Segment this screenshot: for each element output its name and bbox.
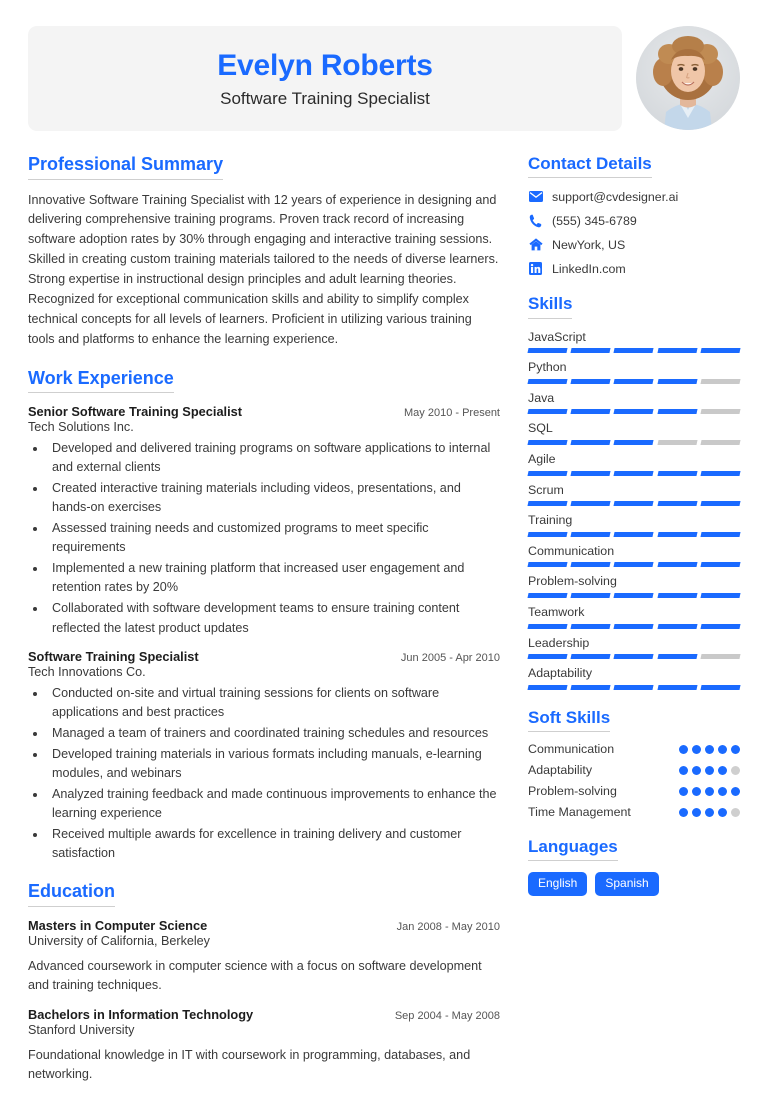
education-entry xyxy=(28,918,500,996)
phone-icon xyxy=(528,213,543,228)
skill-segment xyxy=(657,685,697,690)
skill-segment xyxy=(614,685,654,690)
education-heading: Education xyxy=(28,880,115,907)
skill-segment xyxy=(700,501,740,506)
education-degree: Bachelors in Information Technology xyxy=(28,1006,254,1022)
skill-segment xyxy=(614,409,654,414)
skill-segment xyxy=(571,501,611,506)
envelope-icon xyxy=(528,189,543,204)
skill-segment xyxy=(571,562,611,567)
education-school: University of California, Berkeley xyxy=(28,933,210,948)
experience-entry-list xyxy=(28,404,500,863)
linkedin-icon xyxy=(528,261,543,276)
skill-item xyxy=(528,603,740,629)
education-degree: Masters in Computer Science xyxy=(28,917,208,933)
soft-skill-dot xyxy=(679,766,688,775)
skill-level-bar xyxy=(528,685,740,690)
soft-skill-dot xyxy=(679,808,688,817)
education-date: Sep 2004 - May 2008 xyxy=(394,1009,500,1022)
skill-item xyxy=(528,511,740,537)
skill-name: SQL xyxy=(528,421,553,436)
soft-skill-dot xyxy=(705,745,714,754)
skill-segment xyxy=(657,532,697,537)
skill-segment xyxy=(614,593,654,598)
education-entry-list xyxy=(28,918,500,1085)
skill-level-bar xyxy=(528,409,740,414)
summary-heading: Professional Summary xyxy=(28,153,223,180)
skill-level-bar xyxy=(528,654,740,659)
contact-row[interactable] xyxy=(528,237,740,252)
contact-value: support@cvdesigner.ai xyxy=(552,189,679,204)
skill-segment xyxy=(614,654,654,659)
experience-entry xyxy=(28,649,500,863)
skill-level-bar xyxy=(528,532,740,537)
experience-bullet: • Assessed training needs and customized programs to meet specific requirements xyxy=(47,519,500,558)
experience-bullet: • Developed training materials in various formats including manuals, e-learning modules, and webinars xyxy=(47,745,500,784)
experience-role: Senior Software Training Specialist xyxy=(28,404,243,420)
skill-name: Problem-solving xyxy=(528,574,617,589)
experience-bullet: • Implemented a new training platform that increased user engagement and retention rates by 20% xyxy=(47,559,500,598)
skill-segment xyxy=(614,440,654,445)
soft-skill-dot xyxy=(718,808,727,817)
education-description: Foundational knowledge in IT with coursework in programming, databases, and networking. xyxy=(28,1047,471,1082)
soft-skill-name: Time Management xyxy=(528,805,631,820)
summary-text: Innovative Software Training Specialist with 12 years of experience in designing and delivering comprehensive training programs. Proven track record of increasing software adoption rates by 30% through engaging and interactive training sessions. Skilled in creating custom training materials tailored to the needs of diverse learners. Strong expertise in instructional design principles and adult learning theories. Recognized for exceptional communication skills and ability to simplify complex technical concepts for all levels of learners. Proficient in utilizing various training tools and platforms to enhance the learning experience. xyxy=(28,192,499,346)
soft-skill-dot xyxy=(679,745,688,754)
experience-entry-header xyxy=(28,649,500,664)
section-languages xyxy=(528,836,740,896)
experience-entry-header xyxy=(28,404,500,419)
resume-body xyxy=(28,153,740,1102)
soft-skill-dot xyxy=(731,787,740,796)
skill-segment xyxy=(571,593,611,598)
skill-segment xyxy=(700,562,740,567)
experience-bullet: • Collaborated with software development teams to ensure training content reflected the latest product updates xyxy=(47,599,500,638)
contact-value: LinkedIn.com xyxy=(552,261,626,276)
soft-skill-rating xyxy=(679,745,740,754)
soft-skill-rating xyxy=(679,808,740,817)
experience-date: Jun 2005 - Apr 2010 xyxy=(400,651,500,664)
home-icon xyxy=(528,237,543,252)
soft-skill-dot xyxy=(731,766,740,775)
skill-item xyxy=(528,450,740,476)
experience-role: Software Training Specialist xyxy=(28,648,199,664)
soft-skill-dot xyxy=(692,745,701,754)
soft-skill-rating xyxy=(679,787,740,796)
right-column xyxy=(528,153,740,1102)
soft-skill-row xyxy=(528,784,740,798)
skill-segment xyxy=(700,654,740,659)
section-contact-details xyxy=(528,153,740,276)
experience-date: May 2010 - Present xyxy=(404,407,500,420)
section-education xyxy=(28,880,500,1085)
education-entry xyxy=(28,1007,500,1085)
soft-skill-dot xyxy=(692,808,701,817)
soft-skill-row xyxy=(528,742,740,756)
skill-segment xyxy=(571,654,611,659)
skill-name: Training xyxy=(528,513,573,528)
soft-skill-dot xyxy=(692,766,701,775)
section-soft-skills xyxy=(528,707,740,819)
soft-skill-dot xyxy=(692,787,701,796)
skills-list xyxy=(528,328,740,690)
skills-heading: Skills xyxy=(528,293,572,318)
experience-bullet-list xyxy=(47,684,500,863)
soft-skills-list xyxy=(528,742,740,819)
skill-level-bar xyxy=(528,379,740,384)
candidate-name: Evelyn Roberts xyxy=(217,48,433,82)
skill-segment xyxy=(571,624,611,629)
skill-segment xyxy=(657,501,697,506)
skill-segment xyxy=(700,379,740,384)
skill-name: JavaScript xyxy=(528,329,586,344)
experience-bullet: • Analyzed training feedback and made continuous improvements to enhance the learning experience xyxy=(47,785,500,824)
contact-row[interactable] xyxy=(528,261,740,276)
skill-segment xyxy=(657,409,697,414)
experience-heading: Work Experience xyxy=(28,367,174,394)
soft-skill-row xyxy=(528,763,740,777)
languages-list xyxy=(528,872,740,896)
section-professional-summary xyxy=(28,153,500,350)
skill-segment xyxy=(571,379,611,384)
skill-level-bar xyxy=(528,624,740,629)
skill-segment xyxy=(571,532,611,537)
skill-level-bar xyxy=(528,440,740,445)
education-entry-header xyxy=(28,1007,500,1022)
soft-skill-dot xyxy=(731,808,740,817)
skill-segment xyxy=(527,379,567,384)
skill-name: Teamwork xyxy=(528,604,585,619)
education-date: Jan 2008 - May 2010 xyxy=(396,920,500,933)
skill-segment xyxy=(614,379,654,384)
skill-segment xyxy=(527,532,567,537)
experience-bullet: • Received multiple awards for excellence in training delivery and customer satisfaction xyxy=(47,825,500,864)
portrait-photo-icon xyxy=(636,26,740,130)
experience-bullet-list xyxy=(47,439,500,638)
contact-heading: Contact Details xyxy=(528,153,652,178)
skill-item xyxy=(528,572,740,598)
header-name-card xyxy=(28,26,622,131)
skill-segment xyxy=(657,348,697,353)
skill-segment xyxy=(657,654,697,659)
experience-organization: Tech Innovations Co. xyxy=(28,664,146,679)
skill-segment xyxy=(700,409,740,414)
skill-segment xyxy=(614,471,654,476)
skill-segment xyxy=(614,562,654,567)
avatar xyxy=(636,26,740,130)
skill-item xyxy=(528,419,740,445)
skill-segment xyxy=(527,348,567,353)
skill-segment xyxy=(700,348,740,353)
skill-segment xyxy=(657,440,697,445)
skill-segment xyxy=(527,562,567,567)
section-work-experience xyxy=(28,367,500,864)
soft-skill-rating xyxy=(679,766,740,775)
skill-segment xyxy=(657,379,697,384)
skill-item xyxy=(528,664,740,690)
skill-name: Agile xyxy=(528,451,556,466)
skill-name: Java xyxy=(528,390,555,405)
soft-skill-dot xyxy=(718,787,727,796)
skill-segment xyxy=(700,471,740,476)
section-skills xyxy=(528,293,740,690)
languages-heading: Languages xyxy=(528,836,618,861)
skill-segment xyxy=(614,348,654,353)
language-badge[interactable]: English xyxy=(528,872,587,896)
contact-value: (555) 345-6789 xyxy=(552,213,637,228)
candidate-job-title: Software Training Specialist xyxy=(220,88,430,108)
skill-name: Leadership xyxy=(528,635,590,650)
skill-segment xyxy=(571,685,611,690)
skill-segment xyxy=(614,532,654,537)
skill-segment xyxy=(527,654,567,659)
soft-skill-row xyxy=(528,805,740,819)
contact-row[interactable] xyxy=(528,213,740,228)
resume-header xyxy=(28,0,740,131)
skill-segment xyxy=(527,501,567,506)
soft-skill-dot xyxy=(705,766,714,775)
contact-list xyxy=(528,189,740,276)
skill-segment xyxy=(657,562,697,567)
skill-name: Python xyxy=(528,360,567,375)
skill-segment xyxy=(657,593,697,598)
skill-level-bar xyxy=(528,471,740,476)
skill-level-bar xyxy=(528,348,740,353)
language-badge[interactable]: Spanish xyxy=(595,872,658,896)
skill-name: Communication xyxy=(528,543,615,558)
soft-skill-name: Problem-solving xyxy=(528,784,617,799)
soft-skill-dot xyxy=(731,745,740,754)
skill-segment xyxy=(527,593,567,598)
skill-level-bar xyxy=(528,593,740,598)
contact-value: NewYork, US xyxy=(552,237,626,252)
skill-level-bar xyxy=(528,501,740,506)
soft-skill-name: Adaptability xyxy=(528,763,593,778)
skill-segment xyxy=(700,685,740,690)
experience-organization: Tech Solutions Inc. xyxy=(28,420,134,435)
skill-item xyxy=(528,634,740,660)
skill-item xyxy=(528,358,740,384)
skill-item xyxy=(528,328,740,354)
soft-skill-dot xyxy=(705,787,714,796)
skill-segment xyxy=(527,471,567,476)
education-entry-header xyxy=(28,918,500,933)
skill-segment xyxy=(614,501,654,506)
experience-bullet: • Managed a team of trainers and coordinated training schedules and resources xyxy=(47,724,500,743)
skill-segment xyxy=(700,440,740,445)
left-column xyxy=(28,153,500,1102)
skill-segment xyxy=(571,440,611,445)
skill-segment xyxy=(700,593,740,598)
experience-bullet: • Developed and delivered training programs on software applications to internal and external clients xyxy=(47,439,500,478)
soft-skill-dot xyxy=(718,745,727,754)
skill-item xyxy=(528,481,740,507)
soft-skill-dot xyxy=(705,808,714,817)
skill-segment xyxy=(614,624,654,629)
skill-segment xyxy=(571,348,611,353)
skill-segment xyxy=(700,624,740,629)
education-description: Advanced coursework in computer science with a focus on software development and training techniques. xyxy=(28,958,482,993)
skill-segment xyxy=(657,471,697,476)
skill-segment xyxy=(571,471,611,476)
skill-segment xyxy=(527,440,567,445)
experience-bullet: • Conducted on-site and virtual training sessions for clients on software applications and best practices xyxy=(47,684,500,723)
skill-segment xyxy=(657,624,697,629)
skill-item xyxy=(528,542,740,568)
skill-level-bar xyxy=(528,562,740,567)
experience-bullet: • Created interactive training materials including videos, presentations, and hands-on exercises xyxy=(47,479,500,518)
soft-skill-dot xyxy=(679,787,688,796)
skill-name: Scrum xyxy=(528,482,564,497)
soft-skills-heading: Soft Skills xyxy=(528,707,610,732)
skill-segment xyxy=(527,624,567,629)
skill-segment xyxy=(571,409,611,414)
contact-row[interactable] xyxy=(528,189,740,204)
soft-skill-dot xyxy=(718,766,727,775)
skill-name: Adaptability xyxy=(528,666,593,681)
education-school: Stanford University xyxy=(28,1022,135,1037)
skill-item xyxy=(528,389,740,415)
experience-entry xyxy=(28,404,500,638)
skill-segment xyxy=(527,409,567,414)
skill-segment xyxy=(527,685,567,690)
soft-skill-name: Communication xyxy=(528,742,615,757)
skill-segment xyxy=(700,532,740,537)
